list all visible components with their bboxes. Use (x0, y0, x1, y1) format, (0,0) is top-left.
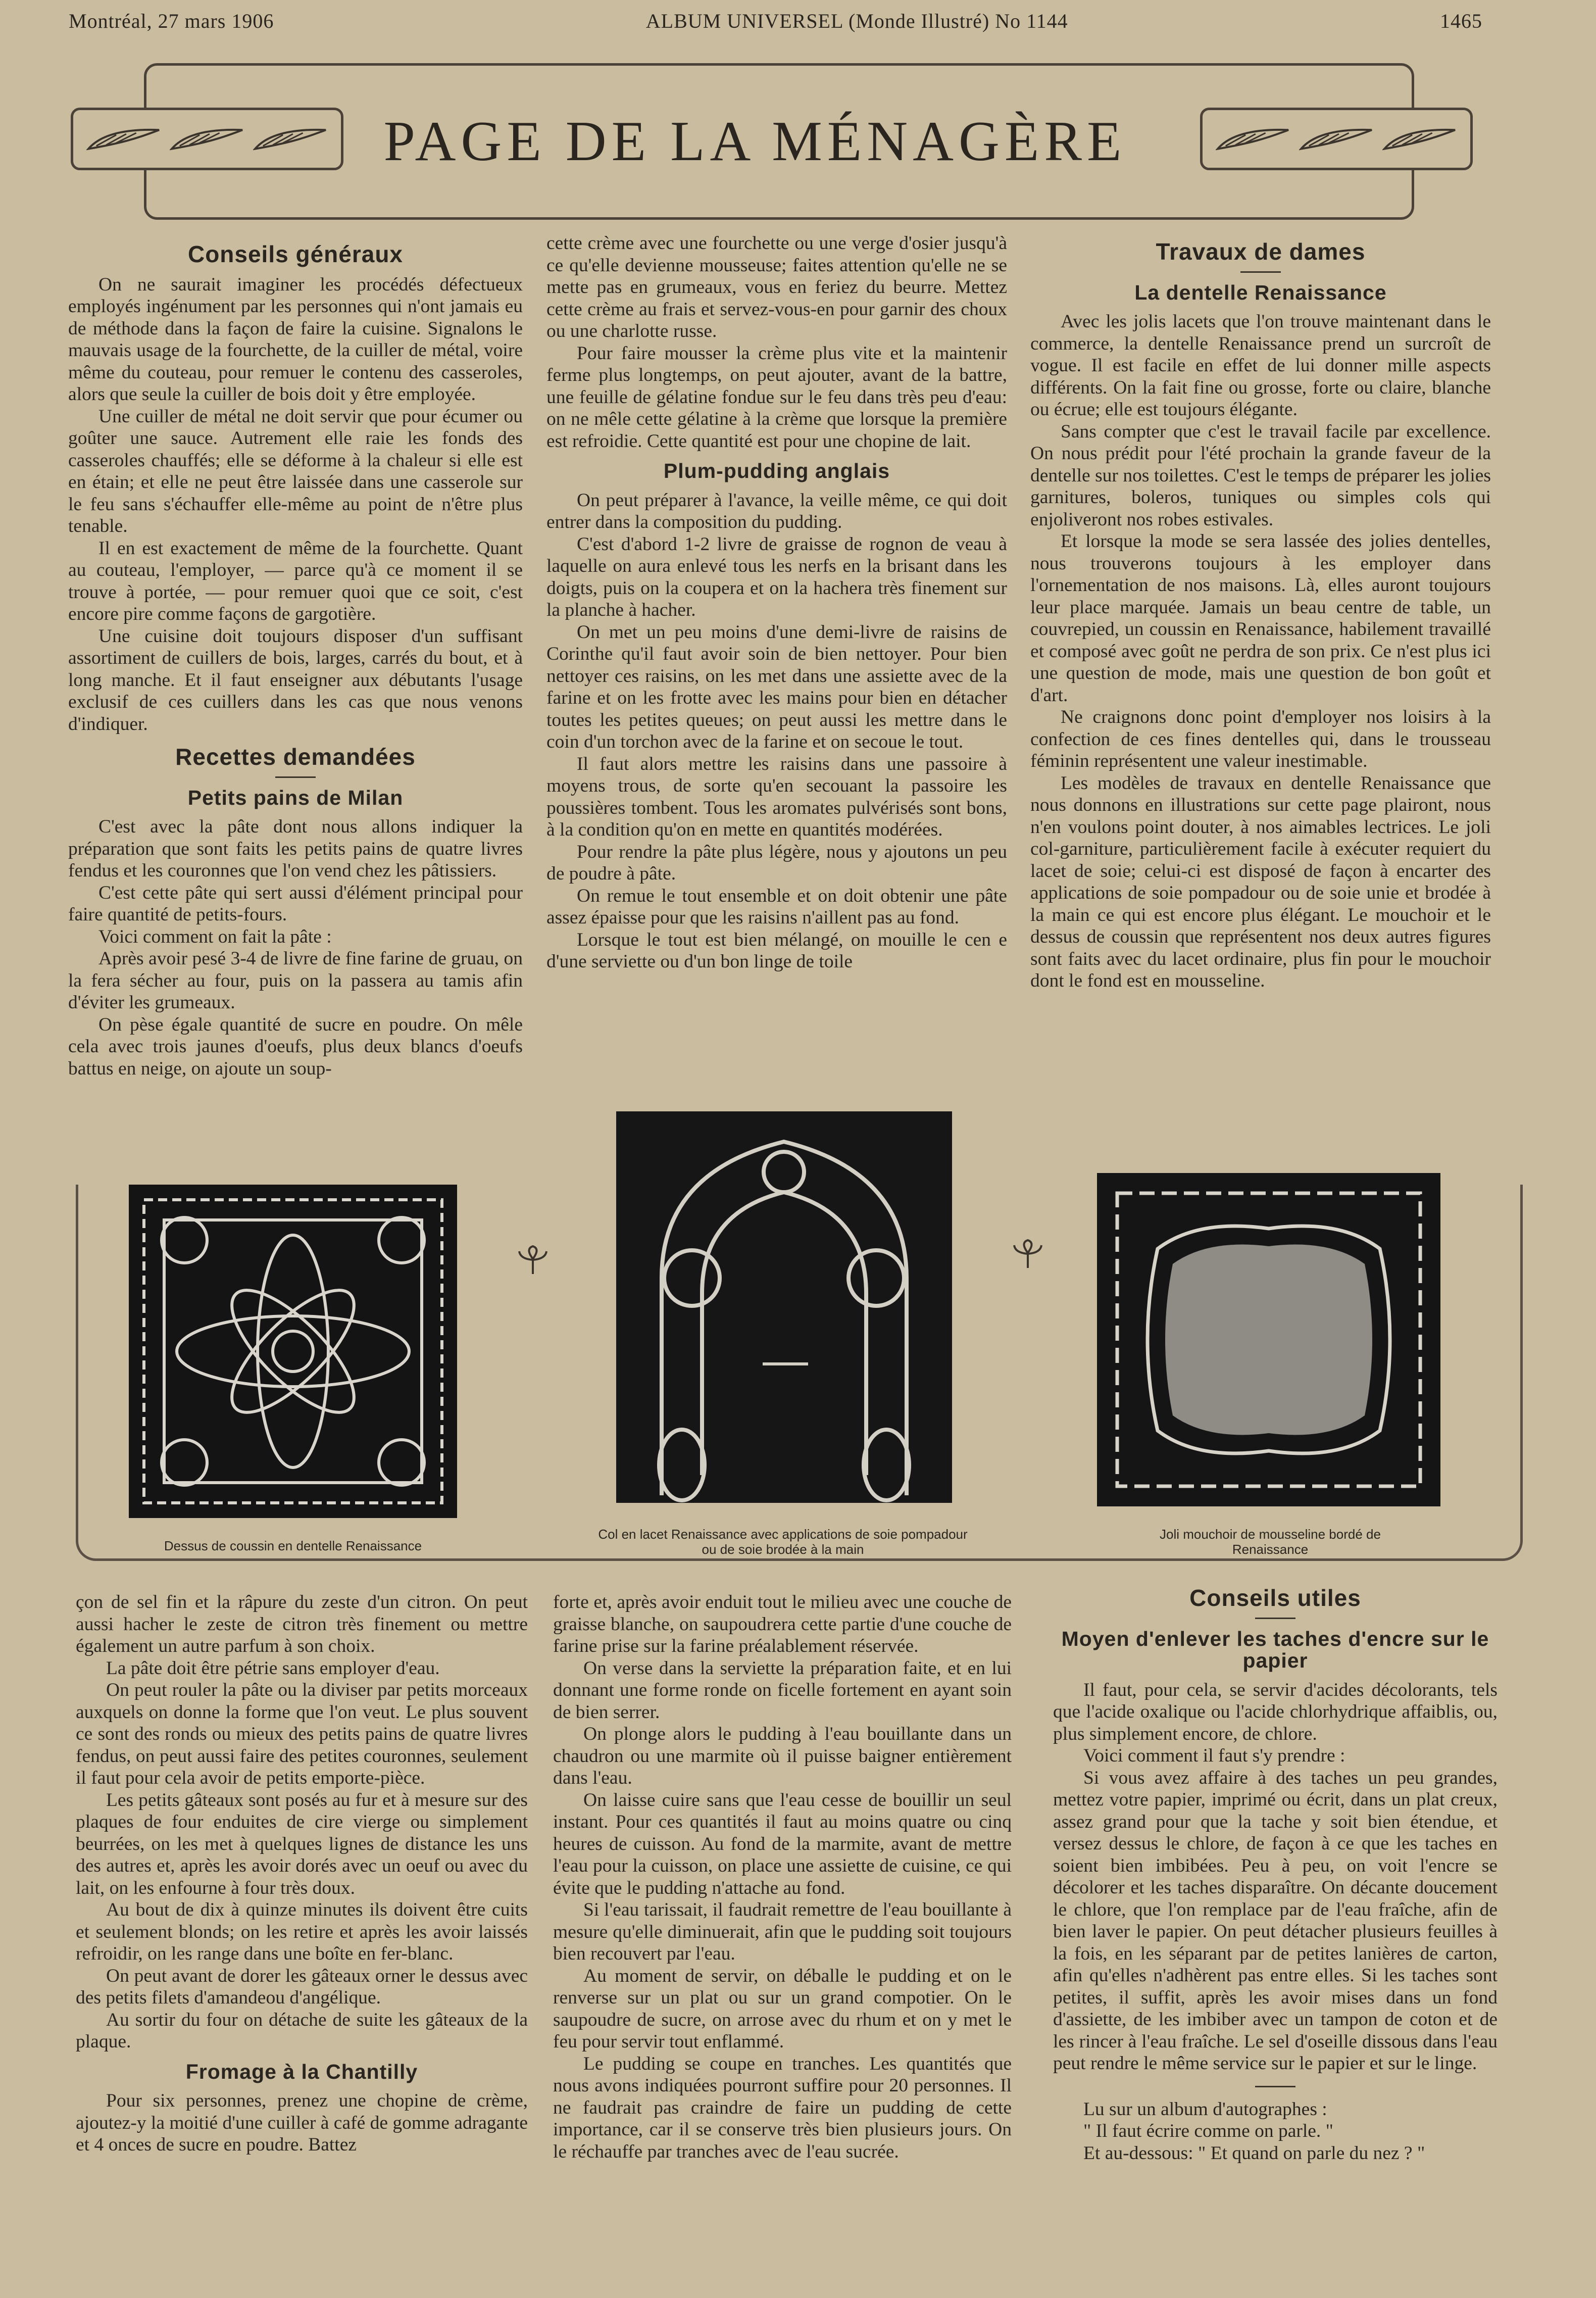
feather-ornament-icon (1382, 126, 1457, 152)
divider (275, 776, 316, 778)
paragraph: cette crème avec une fourchette ou une verge d'osier jusqu'à ce qu'elle devienne mousseuse; faites attention qu'elle ne se mette pas en grumeaux, vous en feriez du beurre. Mettez cette crème au frais et servez-vous-en pour garnir des choux ou une charlotte russe. (546, 233, 1007, 341)
column-5 (553, 1591, 1012, 2163)
paragraph: C'est avec la pâte dont nous allons indiquer la préparation que sont faits les petits pains de quatre livres fendus et les couronnes que l'on vend chez les pâtissiers. (68, 816, 523, 881)
paragraph: Voici comment on fait la pâte : (98, 926, 332, 947)
fleuron-icon (515, 1244, 551, 1279)
paragraph: Et lorsque la mode se sera lassée des jolies dentelles, nous trouverons toujours à les employer dans l'ornementation de nos maisons. Là, elles auront toujours leur place marquée. Jamais un beau centre de table, un couvrepied, un coussin en Renaissance, habilement travaillé et composé avec goût ne perdra de son prix. Ce n'est plus ici une question de mode, mais une question de bon goût et d'art. (1030, 531, 1491, 706)
lace-handkerchief-icon (1097, 1173, 1440, 1506)
paragraph: Pour rendre la pâte plus légère, nous y ajoutons un peu de poudre à pâte. (546, 841, 1007, 884)
banner-ornament-right (1200, 108, 1473, 170)
heading-fromage-chantilly: Fromage à la Chantilly (185, 2060, 418, 2083)
heading-plum-pudding: Plum-pudding anglais (663, 459, 890, 482)
column-4 (76, 1591, 528, 2156)
header-date: Montréal, 27 mars 1906 (69, 10, 274, 32)
fleuron-icon (1010, 1238, 1045, 1273)
paragraph: Après avoir pesé 3-4 de livre de fine farine de gruau, on la fera sécher au four, puis on la passera au tamis afin d'éviter les grumeaux. (68, 948, 523, 1013)
page-header (69, 9, 1482, 33)
banner-title: PAGE DE LA MÉNAGÈRE (348, 91, 1162, 192)
paragraph: On peut avant de dorer les gâteaux orner le dessus avec des petits filets d'amandeou d'angélique. (76, 1965, 528, 2008)
paragraph: On verse dans la serviette la préparation faite, et en lui donnant une forme ronde on ficelle fortement en ayant soin de bien serrer. (553, 1657, 1012, 1723)
paragraph: Sans compter que c'est le travail facile par excellence. On nous prédit pour l'été prochain la grande faveur de la dentelle sur nos toilettes. C'est le temps de préparer les jolies garnitures, boleros, tuniques ou simples cols qui enjoliveront nos robes estivales. (1030, 421, 1491, 530)
anecdote-line: " Il faut écrire comme on parle. " (1083, 2121, 1333, 2141)
paragraph: Les petits gâteaux sont posés au fur et à mesure sur des plaques de four enduites de cire vierge ou simplement beurrées, on les met à quelques lignes de distance les uns des autres et, après les avoir dorés avec un oeuf ou avec du lait, on les enfourne à four très doux. (76, 1789, 528, 1898)
column-6 (1053, 1576, 1498, 2164)
paragraph: On laisse cuire sans que l'eau cesse de bouillir un seul instant. Pour ces quantités il faut au moins quatre ou cinq heures de cuisson. Au fond de la marmite, avant de mettre l'eau pour la cuisson, on place une assiette de cuisine, ce qui évite que le pudding n'attache au fond. (553, 1789, 1012, 1898)
caption-handkerchief: Joli mouchoir de mousseline bordé de Renaissance (1160, 1527, 1381, 1557)
paragraph: On peut préparer à l'avance, la veille même, ce qui doit entrer dans la composition du pudding. (546, 490, 1007, 532)
paragraph: On plonge alors le pudding à l'eau bouillante dans un chaudron ou une marmite où il puisse baigner entièrement dans l'eau. (553, 1724, 1012, 1788)
paragraph: Il faut, pour cela, se servir d'acides décolorants, tels que l'acide oxalique ou l'acide chlorhydrique affaiblis, ou, plus simplement encore, de chlore. (1053, 1679, 1498, 1744)
paragraph: On peut rouler la pâte ou la diviser par petits morceaux auxquels on donne la forme que l'on veut. Le plus souvent ce sont des ronds ou mieux des petits pains de quatre livres fendus, on peut aussi faire des petites couronnes, seulement il faut pour cela avoir de petits emporte-pièce. (76, 1680, 528, 1788)
heading-travaux-de-dames: Travaux de dames (1156, 238, 1366, 265)
column-2 (546, 232, 1007, 973)
header-publication: ALBUM UNIVERSEL (Monde Illustré) No 1144 (645, 10, 1068, 32)
paragraph: Il faut alors mettre les raisins dans une passoire à moyens trous, de sorte qu'en secouant la passoire les poussières tombent. Tous les aromates pulvérisés sont bons, à la condition qu'on en mette en quantités modérées. (546, 753, 1007, 840)
paragraph: Le pudding se coupe en tranches. Les quantités que nous avons indiquées pourront suffire pour 20 personnes. Il ne faudrait pas craindre de faire un pudding de cette importance, car il se conserve très bien plusieurs jours. On le réchauffe par tranches avec de l'eau sucrée. (553, 2053, 1012, 2162)
illustration-cushion-cover (129, 1185, 457, 1518)
paragraph: Il en est exactement de même de la fourchette. Quant au couteau, l'employer, — parce qu'à ce moment il se trouve à portée, — pour remuer quoi que ce soit, c'est encore pire comme façons de gargotière. (68, 537, 523, 624)
lace-cushion-icon (129, 1185, 457, 1518)
paragraph: Une cuiller de métal ne doit servir que pour écumer ou goûter une sauce. Autrement elle raie les fonds des casseroles chauffés; elle se déforme à la chaleur si elle est en étain; et elle ne peut être laissée dans une casserole sur le feu sans s'échauffer elle-même au point de n'être plus tenable. (68, 406, 523, 536)
illustration-lace-collar (616, 1111, 952, 1503)
paragraph: Si l'eau tarissait, il faudrait remettre de l'eau bouillante à mesure qu'elle diminuerait, afin que le pudding soit toujours bien recouvert par l'eau. (553, 1899, 1012, 1964)
paragraph: On pèse égale quantité de sucre en poudre. On mêle cela avec trois jaunes d'oeufs, plus deux blancs d'oeufs battus en neige, on ajoute un soup- (68, 1014, 523, 1079)
feather-ornament-icon (170, 126, 244, 152)
paragraph: On ne saurait imaginer les procédés défectueux employés ingénument par les personnes qui n'ont jamais eu de méthode dans la façon de faire la cuisine. Signalons le mauvais usage de la fourchette, de la cuiller de métal, voire même du couteau, pour remuer le contenu des casseroles, alors que seule la cuiller de bois doit y être employée. (68, 274, 523, 405)
paragraph: C'est d'abord 1-2 livre de graisse de rognon de veau à laquelle on aura enlevé tous les nerfs en la brisant dans les doigts, puis on la coupera et on la hachera très finement sur la planche à hacher. (546, 533, 1007, 620)
paragraph: Une cuisine doit toujours disposer d'un suffisant assortiment de cuillers de bois, larges, carrés du bout, et à long manche. Et il faut enseigner aux débutants l'usage exclusif de ces cuillers dans les cas que nous venons d'indiquer. (68, 625, 523, 735)
paragraph: La pâte doit être pétrie sans employer d'eau. (106, 1657, 440, 1679)
column-1 (68, 232, 523, 1080)
feather-ornament-icon (1216, 126, 1290, 152)
illustration-handkerchief (1097, 1173, 1440, 1506)
divider (1255, 2086, 1295, 2087)
heading-taches-encre: Moyen d'enlever les taches d'encre sur le papier (1061, 1627, 1489, 1672)
paragraph: forte et, après avoir enduit tout le milieu avec une couche de graisse blanche, on saupoudrera cette partie d'une couche de farine prise sur la farine préalablement réservée. (553, 1592, 1012, 1656)
paragraph: Si vous avez affaire à des taches un peu grandes, mettez votre papier, imprimé ou écrit, dans un plat creux, assez grand pour que la tache y soit bien étendue, et versez dessus le chlore, de façon à ce que les taches en soient bien imbibées. Peu à peu, on voit l'encre se décolorer et les taches disparaître. On décante doucement le chlore, que l'on remplace par de l'eau fraîche, afin de bien laver le papier. On peut détacher plusieurs feuilles à la fois, en les séparant par de petites lanières de carton, afin qu'elles n'adhèrent pas entre elles. Si les taches sont petites, il suffit, après les avoir mises dans un fond d'assiette, de les imbiber avec un tampon de coton et de les rincer à l'eau fraîche. Le sel d'oseille dissous dans l'eau peut rendre le même service sur le papier et sur le linge. (1053, 1767, 1498, 2074)
paragraph: Voici comment il faut s'y prendre : (1083, 1745, 1345, 1766)
divider (1240, 271, 1281, 273)
paragraph: Pour six personnes, prenez une chopine de crème, ajoutez-y la moitié d'une cuiller à café de gomme adragante et 4 onces de sucre en poudre. Battez (76, 2090, 528, 2155)
paragraph: Au sortir du four on détache de suite les gâteaux de la plaque. (76, 2009, 528, 2052)
paragraph: çon de sel fin et la râpure du zeste d'un citron. On peut aussi hacher le zeste de citron très finement ou mettre également un autre parfum à son choix. (76, 1592, 528, 1656)
heading-recettes-demandees: Recettes demandées (175, 744, 416, 770)
heading-conseils-utiles: Conseils utiles (1189, 1585, 1361, 1611)
caption-collar: Col en lacet Renaissance avec applications de soie pompadour ou de soie brodée à la main (598, 1527, 968, 1557)
lace-collar-icon (616, 1111, 952, 1503)
paragraph: Ne craignons donc point d'employer nos loisirs à la confection de ces fines dentelles qui, dans le trousseau féminin représentent une valeur inestimable. (1030, 707, 1491, 771)
paragraph: Les modèles de travaux en dentelle Renaissance que nous donnons en illustrations sur cette page plairont, nous n'en voulons point douter, à nos aimables lectrices. Le joli col-garniture, particulièrement facile à exécuter requiert du lacet de soie; celui-ci est disposé de façon à encarter des applications de soie pompadour ou de soie unie et brodée à la main ce qui est encore plus élégant. Le mouchoir et le dessus de coussin que représentent nos deux autres figures sont faits avec du lacet ordinaire, plus fin pour le mouchoir dont le fond est en mousseline. (1030, 772, 1491, 991)
paragraph: Au moment de servir, on déballe le pudding et on le renverse sur un plat ou sur un grand compotier. On le saupoudre de sucre, on arrose avec du rhum et on y met le feu pour servir tout enflammé. (553, 1965, 1012, 2052)
heading-dentelle-renaissance: La dentelle Renaissance (1134, 280, 1387, 304)
banner-ornament-left (71, 108, 343, 170)
paragraph: Pour faire mousser la crème plus vite et la maintenir ferme plus longtemps, on peut ajouter, avant de la battre, une feuille de gélatine fondue sur le feu dans très peu d'eau: on ne mêle cette gélatine à la crème que lorsque la première est refroidie. Cette quantité est pour une chopine de lait. (546, 343, 1007, 452)
heading-petits-pains: Petits pains de Milan (187, 786, 404, 809)
divider (1255, 1618, 1295, 1619)
paragraph: C'est cette pâte qui sert aussi d'élément principal pour faire quantité de petits-fours. (68, 882, 523, 925)
paragraph: On met un peu moins d'une demi-livre de raisins de Corinthe qu'il faut avoir soin de bien nettoyer. Pour bien nettoyer ces raisins, on les met dans une assiette avec de la farine et on les frotte avec les mains pour bien en détacher toutes les petites queues; on peut aussi les mettre dans le coin d'un torchon avec de la farine et on secoue le tout. (546, 621, 1007, 752)
paragraph: Au bout de dix à quinze minutes ils doivent être cuits et seulement blonds; on les retire et après les avoir laissés refroidir, on les range dans une boîte en fer-blanc. (76, 1899, 528, 1964)
heading-conseils-generaux: Conseils généraux (187, 241, 404, 267)
anecdote-line: Lu sur un album d'autographes : (1083, 2098, 1327, 2120)
paragraph: On remue le tout ensemble et on doit obtenir une pâte assez épaisse pour que les raisins n'aillent pas au fond. (546, 885, 1007, 928)
paragraph: Avec les jolis lacets que l'on trouve maintenant dans le commerce, la dentelle Renaissance prend un surcroît de vogue. Il est facile en effet de lui donner mille aspects différents. On la fait fine ou grosse, forte ou claire, blanche ou écrue; elle est toujours élégante. (1030, 311, 1491, 420)
anecdote-line: Et au-dessous: " Et quand on parle du nez ? " (1083, 2142, 1425, 2164)
feather-ornament-icon (86, 126, 161, 152)
feather-ornament-icon (253, 126, 328, 152)
feather-ornament-icon (1299, 126, 1374, 152)
caption-cushion: Dessus de coussin en dentelle Renaissance (164, 1538, 422, 1553)
paragraph: Lorsque le tout est bien mélangé, on mouille le cen e d'une serviette ou d'un bon linge de toile (546, 929, 1007, 972)
column-3 (1030, 230, 1491, 992)
header-page-number: 1465 (1440, 10, 1482, 32)
